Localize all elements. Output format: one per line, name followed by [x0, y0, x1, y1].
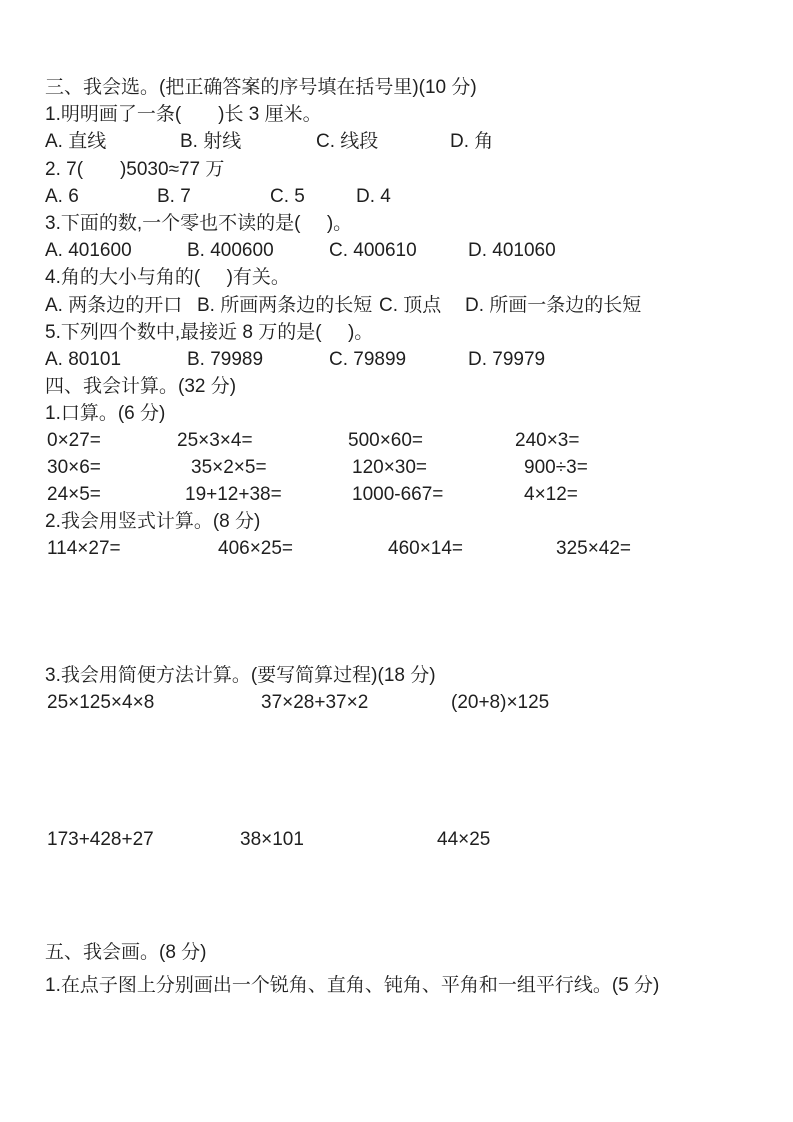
- oral-calc-item: 30×6=: [47, 457, 101, 478]
- q2-option-b: B. 7: [157, 186, 191, 207]
- simplify-calc-problem: 38×101: [240, 829, 304, 850]
- q5-option-a: A. 80101: [45, 349, 122, 370]
- q4-option-c: C. 顶点: [379, 295, 442, 316]
- q1-option-a: A. 直线: [45, 131, 107, 152]
- section-5-heading: 五、我会画。(8 分): [45, 942, 207, 963]
- oral-calc-item: 900÷3=: [524, 457, 588, 478]
- oral-calc-item: 1000-667=: [352, 484, 444, 505]
- q4-stem: 4.角的大小与角的( )有关。: [45, 267, 290, 288]
- q4-option-b: B. 所画两条边的长短: [197, 295, 373, 316]
- q3-option-a: A. 401600: [45, 240, 132, 261]
- q1-option-b: B. 射线: [180, 131, 242, 152]
- section-4-heading: 四、我会计算。(32 分): [45, 376, 237, 397]
- oral-calc-item: 19+12+38=: [185, 484, 282, 505]
- q3-option-c: C. 400610: [329, 240, 417, 261]
- simplify-calc-problem: 37×28+37×2: [261, 692, 369, 713]
- oral-calc-item: 120×30=: [352, 457, 428, 478]
- q2-option-d: D. 4: [356, 186, 391, 207]
- q5-option-d: D. 79979: [468, 349, 546, 370]
- section-3-heading: 三、我会选。(把正确答案的序号填在括号里)(10 分): [45, 77, 477, 98]
- simplify-calc-problem: 44×25: [437, 829, 491, 850]
- q3-option-d: D. 401060: [468, 240, 556, 261]
- q1-option-c: C. 线段: [316, 131, 379, 152]
- oral-calc-item: 35×2×5=: [191, 457, 267, 478]
- q5-option-b: B. 79989: [187, 349, 264, 370]
- simplify-calc-problem: (20+8)×125: [451, 692, 550, 713]
- q3-stem: 3.下面的数,一个零也不读的是( )。: [45, 213, 353, 234]
- vertical-calc-problem: 460×14=: [388, 538, 464, 559]
- vertical-calc-heading: 2.我会用竖式计算。(8 分): [45, 511, 261, 532]
- vertical-calc-problem: 406×25=: [218, 538, 294, 559]
- simplify-calc-problem: 25×125×4×8: [47, 692, 155, 713]
- q1-option-d: D. 角: [450, 131, 494, 152]
- oral-calc-item: 25×3×4=: [177, 430, 253, 451]
- simplify-calc-problem: 173+428+27: [47, 829, 154, 850]
- q4-option-a: A. 两条边的开口: [45, 295, 183, 316]
- simplify-calc-heading: 3.我会用简便方法计算。(要写简算过程)(18 分): [45, 665, 436, 686]
- q4-option-d: D. 所画一条边的长短: [465, 295, 642, 316]
- oral-calc-item: 4×12=: [524, 484, 578, 505]
- oral-calc-item: 240×3=: [515, 430, 580, 451]
- vertical-calc-problem: 114×27=: [47, 538, 121, 559]
- q5-option-c: C. 79899: [329, 349, 407, 370]
- oral-calc-item: 500×60=: [348, 430, 424, 451]
- q3-option-b: B. 400600: [187, 240, 274, 261]
- q2-option-a: A. 6: [45, 186, 79, 207]
- q2-option-c: C. 5: [270, 186, 305, 207]
- oral-calc-item: 24×5=: [47, 484, 101, 505]
- q5-stem: 5.下列四个数中,最接近 8 万的是( )。: [45, 322, 374, 343]
- oral-calc-item: 0×27=: [47, 430, 101, 451]
- q1-stem: 1.明明画了一条( )长 3 厘米。: [45, 104, 322, 125]
- section-5-q1: 1.在点子图上分别画出一个锐角、直角、钝角、平角和一组平行线。(5 分): [45, 975, 660, 996]
- q2-stem: 2. 7( )5030≈77 万: [45, 159, 225, 180]
- oral-calc-heading: 1.口算。(6 分): [45, 403, 166, 424]
- vertical-calc-problem: 325×42=: [556, 538, 632, 559]
